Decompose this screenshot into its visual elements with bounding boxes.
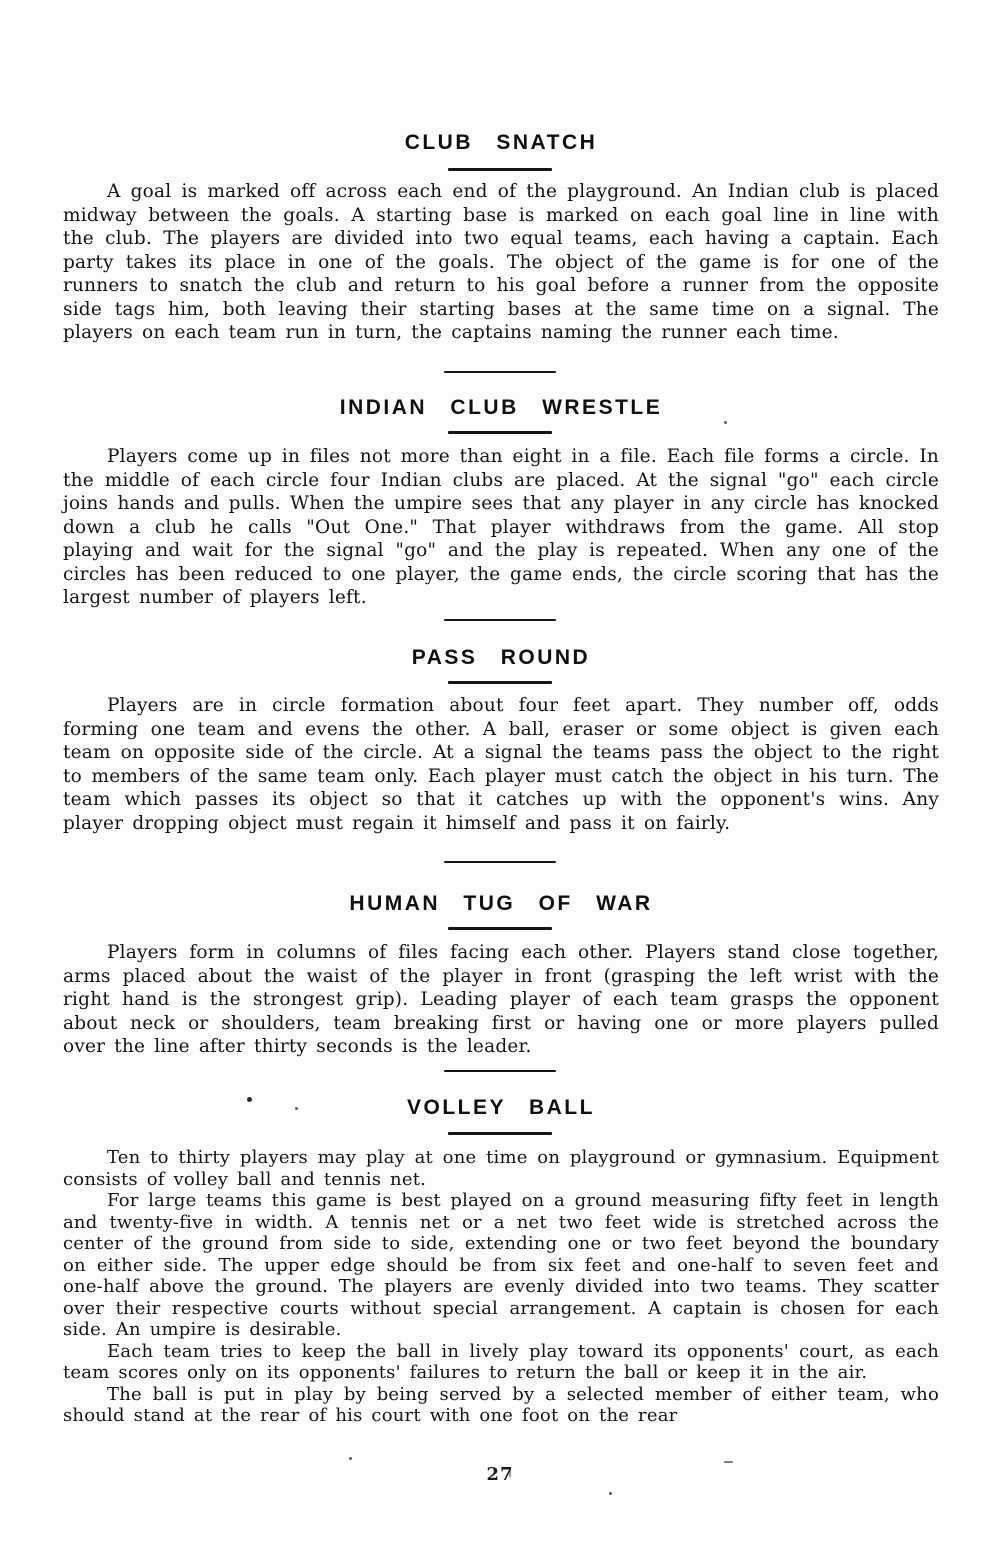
section-body-club-snatch: [63, 180, 939, 345]
scan-speck: [724, 421, 727, 424]
section-title-human-tug-of-war: HUMAN TUG OF WAR: [349, 892, 653, 915]
scan-speck: [724, 1461, 733, 1463]
title-underline-rule: [448, 431, 552, 434]
paragraph: Players form in columns of files facing each other. Players stand close together, arms placed about the waist of the player in front (grasping the left wrist with the right hand is the strongest grip). Leading player of each team grasps the opponent about neck or shoulders, team breaking first or having one or more players pulled over the line after thirty seconds is the leader.: [63, 942, 939, 1057]
paragraph: The ball is put in play by being served by a selected member of either team, who should stand at the rear of his court with one foot on the rear: [63, 1383, 939, 1426]
section-divider-rule: [444, 371, 556, 373]
title-underline-rule: [448, 1132, 552, 1135]
scan-speck: [349, 1457, 352, 1460]
section-divider-rule: [444, 861, 556, 863]
section-title-indian-club-wrestle: INDIAN CLUB WRESTLE: [339, 396, 663, 419]
section-divider-rule: [444, 1070, 556, 1072]
paragraph: Ten to thirty players may play at one time on playground or gymnasium. Equipment consists of volley ball and tennis net.: [63, 1147, 939, 1190]
section-divider-rule: [444, 619, 556, 621]
section-body-indian-club-wrestle: [63, 445, 939, 610]
paragraph: Each team tries to keep the ball in lively play toward its opponents' court, as each team scores only on its opponents' failures to return the ball or keep it in the air.: [63, 1340, 939, 1383]
title-underline-rule: [448, 681, 552, 684]
section-body-volley-ball: [63, 1147, 939, 1427]
section-body-pass-round: [63, 694, 939, 835]
scan-speck: [247, 1097, 252, 1102]
paragraph: Players are in circle formation about four feet apart. They number off, odds forming one team and evens the other. A ball, eraser or some object is given each team on opposite side of the circle. At a signal the teams pass the object to the right to members of the same team only. Each player must catch the object in his turn. The team which passes its object so that it catches up with the opponent's wins. Any player dropping object must regain it himself and pass it on fairly.: [63, 695, 939, 834]
section-title-club-snatch: CLUB SNATCH: [404, 131, 598, 154]
title-underline-rule: [448, 168, 552, 171]
section-title-volley-ball: VOLLEY BALL: [407, 1096, 595, 1119]
paragraph: A goal is marked off across each end of the playground. An Indian club is placed midway between the goals. A starting base is marked on each goal line in line with the club. The players are divided into two equal teams, each having a captain. Each party takes its place in one of the goals. The object of the game is for one of the runners to snatch the club and return to his goal before a runner from the opposite side tags him, both leaving their starting bases at the same time on a signal. The players on each team run in turn, the captains naming the runner each time.: [63, 181, 939, 343]
page-number: 27: [486, 1464, 514, 1485]
scan-speck: [295, 1107, 298, 1110]
section-body-human-tug-of-war: [63, 941, 939, 1059]
section-title-pass-round: PASS ROUND: [411, 646, 591, 669]
title-underline-rule: [448, 927, 552, 930]
scan-speck: [609, 1492, 612, 1495]
paragraph: Players come up in files not more than eight in a file. Each file forms a circle. In the middle of each circle four Indian clubs are placed. At the signal "go" each circle joins hands and pulls. When the umpire sees that any player in any circle has knocked down a club he calls "Out One." That player withdraws from the game. All stop playing and wait for the signal "go" and the play is repeated. When any one of the circles has been reduced to one player, the game ends, the circle scoring that has the largest number of players left.: [63, 446, 939, 608]
scan-speck: [509, 1468, 511, 1477]
paragraph: For large teams this game is best played on a ground measuring fifty feet in length and twenty-five in width. A tennis net or a net two feet wide is stretched across the center of the ground from side to side, extending one or two feet beyond the boundary on either side. The upper edge should be from six feet and one-half to seven feet and one-half above the ground. The players are evenly divided into two teams. They scatter over their respective courts without special arrangement. A captain is chosen for each side. An umpire is desirable.: [63, 1190, 939, 1340]
